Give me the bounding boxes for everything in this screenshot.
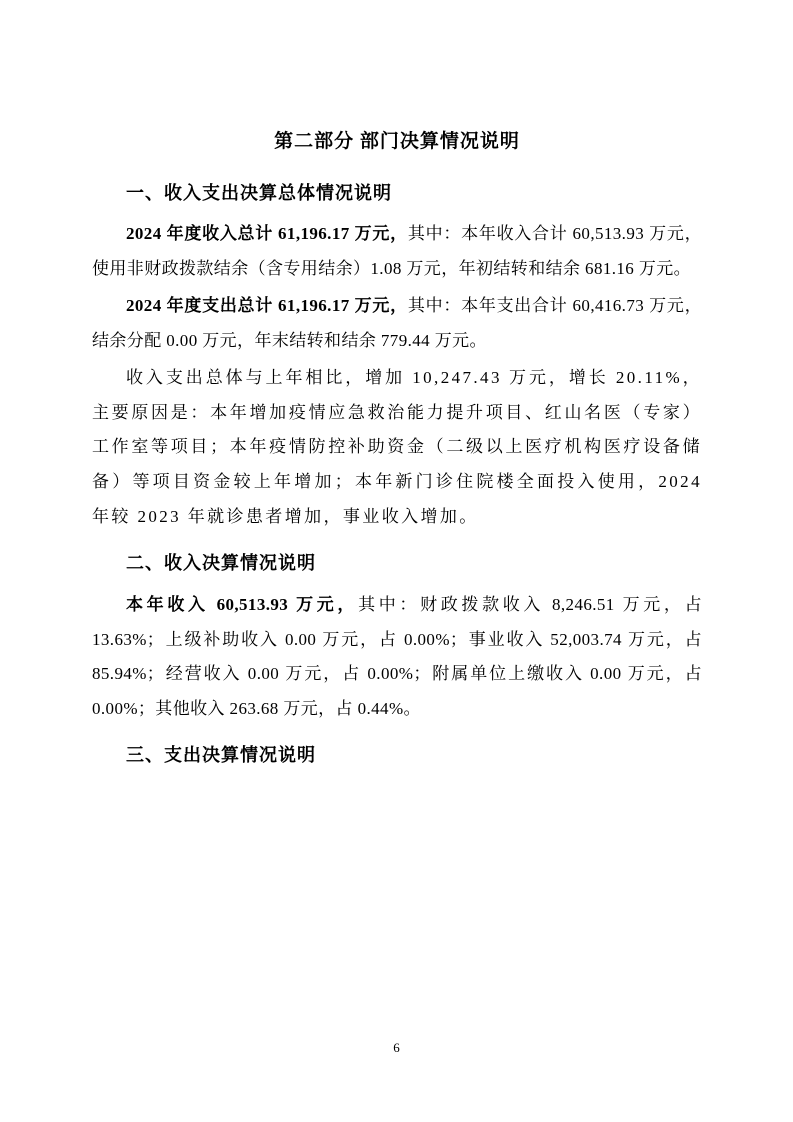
section-heading-1: 一、收入支出决算总体情况说明	[126, 182, 392, 203]
paragraph-lead: 本年收入 60,513.93 万元，	[126, 594, 359, 614]
document-body	[92, 128, 702, 780]
paragraph-text: 其中：本年收入合计 60,513.93 万元，使用非财政拨款结余（含专用结余）1.08 万元，年初结转和结余 681.16 万元。	[92, 224, 703, 279]
section-heading-2: 二、收入决算情况说明	[126, 552, 316, 573]
paragraph-year-over-year	[92, 361, 702, 535]
paragraph-total-expenditure	[92, 289, 702, 359]
paragraph-lead: 2024 年度支出总计 61,196.17 万元，	[126, 295, 408, 315]
paragraph-text: 其中：财政拨款收入 8,246.51 万元，占 13.63%；上级补助收入 0.00 万元，占 0.00%；事业收入 52,003.74 万元，占 85.94%；经营收入 0.00 万元，占 0.00%；附属单位上缴收入 0.00 万元，占 0.00%；其他收入 263.68 万元，占 0.44%。	[92, 594, 703, 719]
paragraph-lead: 2024 年度收入总计 61,196.17 万元，	[126, 224, 408, 244]
section-heading-3: 三、支出决算情况说明	[126, 745, 316, 766]
paragraph-text: 收入支出总体与上年相比，增加 10,247.43 万元，增长 20.11%，主要原因是：本年增加疫情应急救治能力提升项目、红山名医（专家）工作室等项目；本年疫情防控补助资金（二级以上医疗机构医疗设备储备）等项目资金较上年增加；本年新门诊住院楼全面投入使用，2024 年较 2023 年就诊患者增加，事业收入增加。	[92, 367, 702, 527]
page-title: 第二部分 部门决算情况说明	[274, 131, 520, 152]
paragraph-text: 其中：本年支出合计 60,416.73 万元，结余分配 0.00 万元，年末结转和结余 779.44 万元。	[92, 295, 703, 350]
paragraph-total-income	[92, 217, 702, 287]
page-number: 6	[393, 1040, 400, 1055]
paragraph-income-breakdown	[92, 588, 702, 727]
